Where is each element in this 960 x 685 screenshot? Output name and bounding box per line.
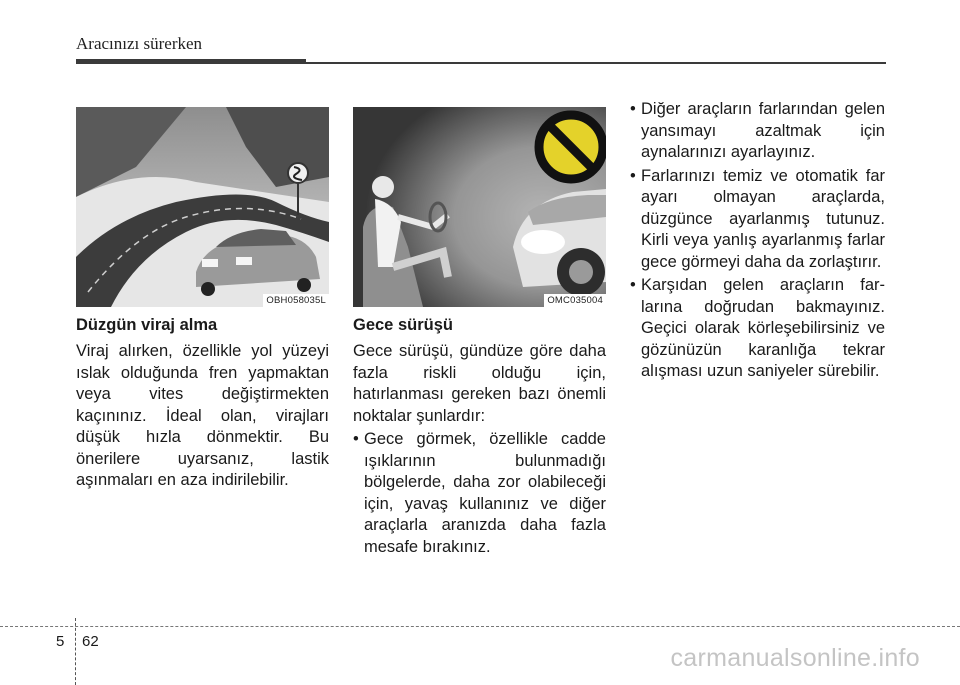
figure-label-middle: OMC035004 [544,294,606,307]
footer-page-number: 62 [82,633,99,650]
section-night-driving [353,315,606,558]
section-heading-night: Gece sürüşü [353,316,453,334]
figure-curved-road [76,107,329,307]
bullet-item [630,275,885,383]
bullet-text: Diğer araçların farlarından gelen yansımayı azaltmak için aynalarınızı ayarlayınız. [641,100,885,161]
bullet-icon: • [630,100,636,118]
figure-night-driving [353,107,606,307]
section-curve-driving [76,315,329,492]
section-heading-curve: Düzgün viraj alma [76,316,218,334]
bullet-icon: • [630,166,636,185]
bullet-text: Karşıdan gelen araçların farlarına doğrudan bakmayınız. Geçici olarak körleşebilirsiniz ve gözünüzün karanlığa tekrar alışması uzun saniyeler sürebilir. [641,276,885,380]
curved-road-illustration [76,107,329,307]
header-rule-thick [76,59,306,64]
night-driving-illustration [353,107,606,307]
footer-rule [0,626,960,627]
bullet-text: Farlarınızı temiz ve otomatik far ayarı olmayan araçlarda, düzgünce ayarlanmış tutunuz. Kirli veya yanlış ayarlanmış farlar gece görmeyi daha da zorlaştırır. [641,166,885,271]
bullet-item [353,429,606,558]
watermark: carmanualsonline.info [670,644,920,672]
figure-label-left: OBH058035L [263,294,329,307]
prohibition-sign-icon [539,115,603,179]
section-intro-night: Gece sürüşü, gündüze göre daha fazla riskli olduğu için, hatırlanması gereken bazı önemli noktalar şunlardır: [353,342,606,425]
header-rule-thin [306,62,886,64]
bullet-icon: • [630,276,636,294]
header-title: Aracınızı sürerken [76,34,203,53]
footer-divider [75,618,76,685]
bullet-item [630,99,885,164]
bullet-item [630,166,885,274]
bullet-text: Gece görmek, özellikle cadde ışıklarının bulunmadığı bölgelerde, daha zor olabileceği için, yavaş kullanınız ve diğer araçlarla aranızda daha fazla mesafe bırakınız. [364,430,606,556]
footer-section-number: 5 [56,633,65,650]
bullet-icon: • [353,430,359,448]
section-body-curve: Viraj alırken, özellikle yol yüzeyi ıslak olduğunda fren yapmaktan veya vites değiştirmekten kaçınınız. İdeal olan, virajları düşük hızla dönmektir. Bu önerilere uyarsanız, lastik aşınmaları en aza indirilebilir. [76,342,329,489]
section-night-tips [630,99,885,383]
